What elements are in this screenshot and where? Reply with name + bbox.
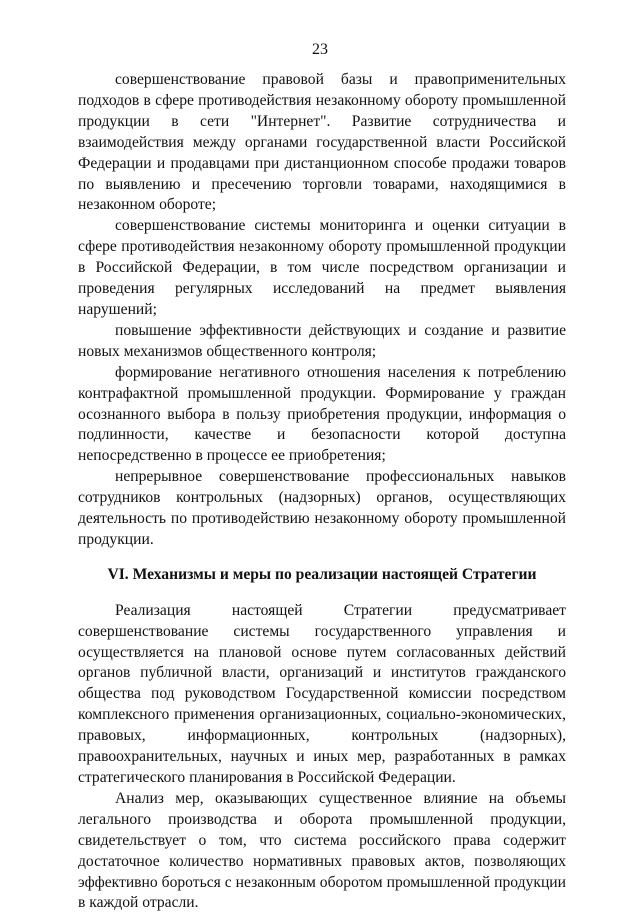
body-paragraph: Реализация настоящей Стратегии предусматривает совершенствование системы государственного управления и осуществляется на плановой основе путем согласованных действий органов публичной власти, организаций и институтов гражданского общества под руководством Государственной комиссии посредством комплексного применения организационных, социально-экономических, правовых, информационных, контрольных (надзорных), правоохранительных, научных и иных мер, разработанных в рамках стратегического планирования в Российской Федерации. — [78, 601, 566, 786]
page-content — [78, 70, 566, 914]
list-item: формирование негативного отношения населения к потреблению контрафактной промышленной продукции. Формирование у граждан осознанного выбора в пользу приобретения продукции, информация о подлинности, качестве и безопасности которой доступна непосредственно в процессе ее приобретения; — [78, 363, 566, 465]
body-paragraph: Анализ мер, оказывающих существенное влияние на объемы легального производства и оборота промышленной продукции, свидетельствует о том, что система российского права содержит достаточное количество нормативных правовых актов, позволяющих эффективно бороться с незаконным оборотом промышленной продукции в каждой отрасли. — [78, 789, 566, 912]
list-item: повышение эффективности действующих и создание и развитие новых механизмов общественного контроля; — [78, 321, 566, 360]
list-item: совершенствование системы мониторинга и оценки ситуации в сфере противодействия незаконному обороту промышленной продукции в Российской Федерации, в том числе посредством организации и проведения регулярных исследований на предмет выявления нарушений; — [78, 217, 566, 318]
section-heading: VI. Механизмы и меры по реализации настоящей Стратегии — [107, 565, 537, 583]
page-number: 23 — [312, 41, 328, 58]
list-item: совершенствование правовой базы и правоприменительных подходов в сфере противодействия незаконному обороту промышленной продукции в сети "Интернет". Развитие сотрудничества и взаимодействия между органами государственной власти Российской Федерации и продавцами при дистанционном способе продажи товаров по выявлению и пресечению торговли товарами, находящимися в незаконном обороте; — [78, 71, 566, 214]
list-item: непрерывное совершенствование профессиональных навыков сотрудников контрольных (надзорных) органов, осуществляющих деятельность по противодействию незаконному обороту промышленной продукции. — [78, 468, 566, 548]
